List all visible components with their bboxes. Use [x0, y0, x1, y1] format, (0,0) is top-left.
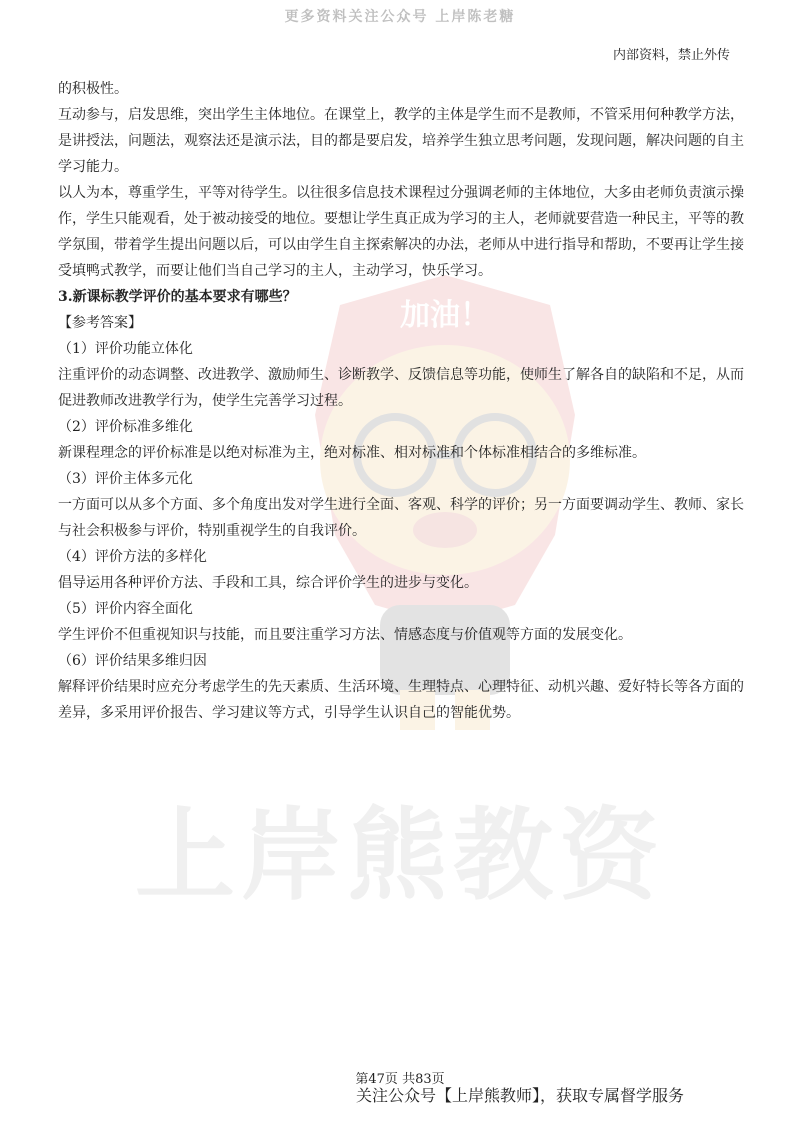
paragraph: （6）评价结果多维归因 [58, 653, 207, 669]
paragraph: （5）评价内容全面化 [58, 601, 193, 617]
paragraph: （4）评价方法的多样化 [58, 549, 207, 565]
question-heading: 3.新课标教学评价的基本要求有哪些？ [58, 289, 297, 305]
paragraph: 互动参与，启发思维，突出学生主体地位。在课堂上，教学的主体是学生而不是教师，不管采用何种教学方法，是讲授法，问题法，观察法还是演示法，目的都是要启发，培养学生独立思考问题，发现问题，解决问题的自主学习能力。 [58, 107, 744, 175]
paragraph: 注重评价的动态调整、改进教学、激励师生、诊断教学、反馈信息等功能，使师生了解各自的缺陷和不足，从而促进教师改进教学行为，使学生完善学习过程。 [58, 367, 744, 409]
mascot-watermark-text: 加油！ [400, 298, 490, 333]
paragraph: （2）评价标准多维化 [58, 419, 193, 435]
paragraph: 【参考答案】 [58, 315, 142, 331]
paragraph: 一方面可以从多个方面、多个角度出发对学生进行全面、客观、科学的评价；另一方面要调动学生、教师、家长与社会积极参与评价，特别重视学生的自我评价。 [58, 497, 744, 539]
document-body [58, 76, 746, 726]
paragraph: 学生评价不但重视知识与技能，而且要注重学习方法、情感态度与价值观等方面的发展变化。 [58, 627, 632, 643]
top-banner: 更多资料关注公众号 上岸陈老糖 [284, 9, 516, 25]
paragraph: （1）评价功能立体化 [58, 341, 193, 357]
paragraph: 新课程理念的评价标准是以绝对标准为主，绝对标准、相对标准和个体标准相结合的多维标准。 [58, 445, 646, 461]
paragraph: （3）评价主体多元化 [58, 471, 193, 487]
footer-note: 关注公众号【上岸熊教师】，获取专属督学服务 [356, 1086, 685, 1105]
watermark-text: 上岸熊教资 [135, 797, 665, 914]
page-number: 第47页 共83页 [355, 1072, 445, 1087]
confidential-label: 内部资料，禁止外传 [612, 48, 730, 63]
paragraph: 的积极性。 [58, 81, 128, 97]
paragraph: 以人为本，尊重学生，平等对待学生。以往很多信息技术课程过分强调老师的主体地位，大多由老师负责演示操作，学生只能观看，处于被动接受的地位。要想让学生真正成为学习的主人，老师就要营造一种民主，平等的教学氛围，带着学生提出问题以后，可以由学生自主探索解决的办法，老师从中进行指导和帮助，不要再让学生接受填鸭式教学，而要让他们当自己学习的主人，主动学习，快乐学习。 [58, 185, 744, 279]
paragraph: 倡导运用各种评价方法、手段和工具，综合评价学生的进步与变化。 [58, 575, 478, 591]
paragraph: 解释评价结果时应充分考虑学生的先天素质、生活环境、生理特点、心理特征、动机兴趣、爱好特长等各方面的差异，多采用评价报告、学习建议等方式，引导学生认识自己的智能优势。 [58, 679, 744, 721]
